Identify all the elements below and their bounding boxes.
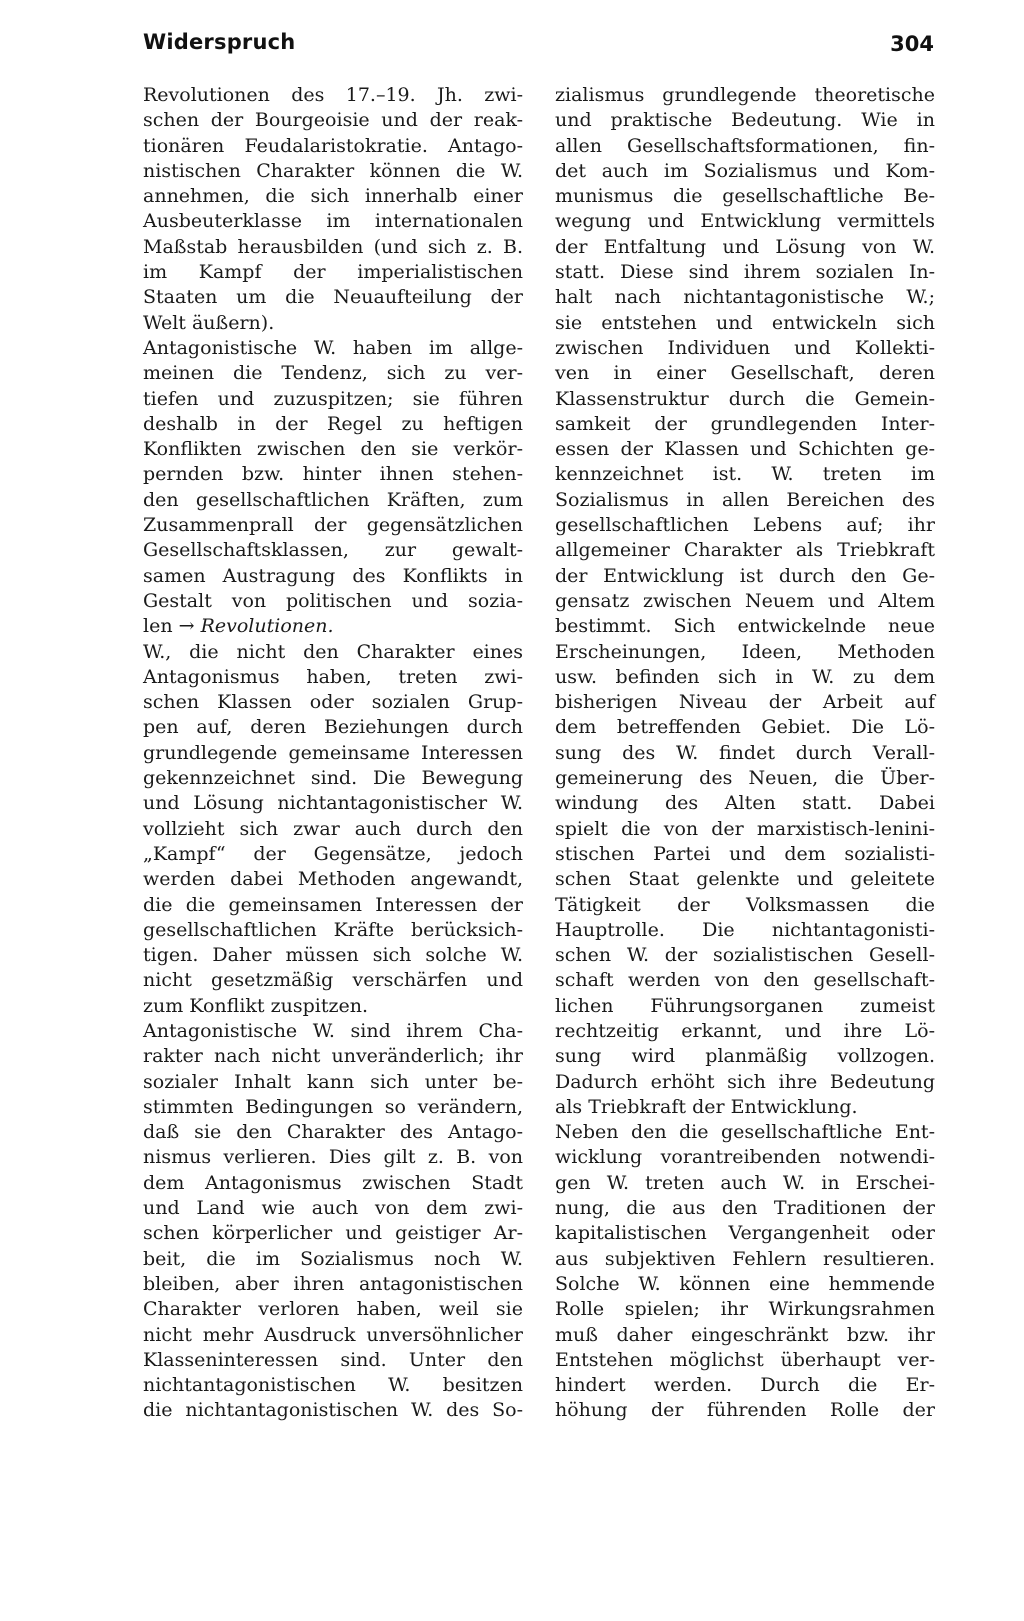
line-text: Rolle spielen; ihr Wirkungsrahmen — [555, 1298, 935, 1321]
text-line — [143, 640, 523, 665]
text-line — [143, 943, 523, 968]
line-text: rechtzeitig erkannt, und ihre Lö- — [555, 1019, 935, 1042]
line-text: und Lösung nichtantagonistischer W. — [143, 792, 523, 815]
line-text: zialismus grundlegende theoretische — [555, 84, 935, 106]
line-text: W., die nicht den Charakter eines — [143, 640, 523, 663]
line-text: gen W. treten auch W. in Erschei- — [555, 1171, 935, 1194]
text-line — [555, 893, 935, 918]
line-text: grundlegende gemeinsame Interessen — [143, 741, 523, 764]
text-line — [555, 1348, 935, 1373]
text-line — [143, 361, 523, 386]
line-text: hindert werden. Durch die Er- — [555, 1374, 935, 1397]
text-line — [143, 741, 523, 766]
line-text: tigen. Daher müssen sich solche W. — [143, 944, 523, 967]
text-line — [143, 1044, 523, 1069]
line-text: Revolutionen des 17.–19. Jh. zwi- — [143, 84, 523, 106]
line-text: kennzeichnet ist. W. treten im — [555, 463, 935, 486]
line-text: daß sie den Charakter des Antago- — [143, 1121, 523, 1144]
line-text: bisherigen Niveau der Arbeit auf — [555, 691, 935, 714]
text-line — [555, 842, 935, 867]
line-text: dem betreffenden Gebiet. Die Lö- — [555, 716, 935, 739]
text-line — [555, 943, 935, 968]
text-line — [143, 1297, 523, 1322]
line-text: wegung und Entwicklung vermittels — [555, 210, 935, 233]
line-text: Konflikten zwischen den sie verkör- — [143, 438, 523, 461]
text-line — [555, 867, 935, 892]
text-line — [555, 488, 935, 513]
line-text: sung wird planmäßig vollzogen. — [555, 1045, 935, 1068]
text-line — [555, 1095, 935, 1120]
line-text: stimmten Bedingungen so verändern, — [143, 1095, 523, 1118]
text-line — [143, 817, 523, 842]
text-line — [555, 1373, 935, 1398]
text-line — [143, 1373, 523, 1398]
text-line — [555, 741, 935, 766]
text-line — [555, 83, 935, 108]
text-line — [555, 1145, 935, 1170]
line-text: nismus verlieren. Dies gilt z. B. von — [143, 1146, 523, 1169]
line-text: Sozialismus in allen Bereichen des — [555, 488, 935, 511]
text-line — [555, 1221, 935, 1246]
line-text: Antagonismus haben, treten zwi- — [143, 665, 523, 688]
text-line — [555, 1044, 935, 1069]
text-line — [555, 690, 935, 715]
line-text: höhung der führenden Rolle der — [555, 1399, 935, 1422]
text-line — [143, 1120, 523, 1145]
text-line — [555, 361, 935, 386]
line-text: beit, die im Sozialismus noch W. — [143, 1247, 523, 1270]
line-text: die nichtantagonistischen W. des So- — [143, 1399, 523, 1422]
line-text: Solche W. können eine hemmende — [555, 1272, 935, 1295]
line-text: windung des Alten statt. Dabei — [555, 792, 935, 815]
text-line — [143, 209, 523, 234]
text-line — [143, 766, 523, 791]
line-text: munismus die gesellschaftliche Be- — [555, 185, 935, 208]
line-text: wicklung vorantreibenden notwendi- — [555, 1146, 935, 1169]
line-text: sozialer Inhalt kann sich unter be- — [143, 1070, 523, 1093]
line-text: Maßstab herausbilden (und sich z. B. — [143, 235, 523, 258]
text-line — [143, 336, 523, 361]
line-text: allen Gesellschaftsformationen, fin- — [555, 134, 935, 157]
text-line — [555, 1398, 935, 1423]
text-line — [143, 1019, 523, 1044]
text-line — [143, 715, 523, 740]
text-line — [143, 1095, 523, 1120]
line-text: gesellschaftlichen Lebens auf; ihr — [555, 514, 935, 537]
line-text: schen Klassen oder sozialen Grup- — [143, 691, 523, 714]
line-text: sie entstehen und entwickeln sich — [555, 311, 935, 334]
line-text: als Triebkraft der Entwicklung. — [555, 1095, 858, 1118]
text-line — [143, 1272, 523, 1297]
line-text: lichen Führungsorganen zumeist — [555, 994, 935, 1017]
line-text: und Land wie auch von dem zwi- — [143, 1197, 523, 1220]
line-text: nicht mehr Ausdruck unversöhnlicher — [143, 1323, 523, 1346]
line-text: deshalb in der Regel zu heftigen — [143, 412, 523, 435]
text-line — [143, 412, 523, 437]
line-text: schen der Bourgeoisie und der reak- — [143, 109, 523, 132]
text-line — [143, 462, 523, 487]
text-line — [555, 1297, 935, 1322]
text-line — [555, 1272, 935, 1297]
text-line — [555, 462, 935, 487]
line-text: Zusammenprall der gegensätzlichen — [143, 514, 523, 537]
text-line — [555, 184, 935, 209]
line-text: werden dabei Methoden angewandt, — [143, 868, 523, 891]
text-line — [555, 817, 935, 842]
line-text: die die gemeinsamen Interessen der — [143, 893, 523, 916]
text-line — [555, 994, 935, 1019]
line-text: Hauptrolle. Die nichtantagonisti- — [555, 918, 935, 941]
line-text: und praktische Bedeutung. Wie in — [555, 109, 935, 132]
text-line — [555, 1019, 935, 1044]
line-text: statt. Diese sind ihrem sozialen In- — [555, 261, 935, 284]
text-line — [143, 437, 523, 462]
line-text: aus subjektiven Fehlern resultieren. — [555, 1247, 935, 1270]
line-text: Klassenstruktur durch die Gemein- — [555, 387, 935, 410]
text-line — [143, 488, 523, 513]
text-line — [143, 387, 523, 412]
running-head: Widerspruch — [143, 30, 296, 54]
text-line — [143, 690, 523, 715]
line-text: zum Konflikt zuspitzen. — [143, 994, 369, 1017]
text-line — [143, 1348, 523, 1373]
cross-reference-arrow-icon: → — [178, 615, 195, 638]
text-line — [555, 311, 935, 336]
page-number: 304 — [890, 32, 934, 56]
line-text: Entstehen möglichst überhaupt ver- — [555, 1348, 935, 1371]
text-line — [555, 235, 935, 260]
line-text: sung des W. findet durch Verall- — [555, 741, 935, 764]
text-line — [143, 285, 523, 310]
line-text: gensatz zwischen Neuem und Altem — [555, 589, 935, 612]
line-text: Ausbeuterklasse im internationalen — [143, 210, 523, 233]
text-line — [555, 1120, 935, 1145]
line-text: bleiben, aber ihren antagonistischen — [143, 1272, 523, 1295]
text-line — [143, 1323, 523, 1348]
text-line — [555, 715, 935, 740]
text-line — [143, 159, 523, 184]
line-text: nicht gesetzmäßig verschärfen und — [143, 969, 523, 992]
line-text: schaft werden von den gesellschaft- — [555, 969, 935, 992]
text-line — [143, 564, 523, 589]
line-text: muß daher eingeschränkt bzw. ihr — [555, 1323, 935, 1346]
text-line — [555, 1323, 935, 1348]
left-column — [143, 83, 523, 1424]
line-text: Tätigkeit der Volksmassen die — [555, 893, 935, 916]
cross-reference-link[interactable]: Revolutionen. — [200, 615, 334, 638]
line-text: gemeinerung des Neuen, die Über- — [555, 767, 935, 790]
text-line — [143, 108, 523, 133]
line-text: stischen Partei und dem sozialisti- — [555, 842, 935, 865]
text-line — [555, 437, 935, 462]
line-text: „Kampf“ der Gegensätze, jedoch — [143, 842, 523, 865]
text-line — [555, 412, 935, 437]
text-line — [555, 134, 935, 159]
line-text: nichtantagonistischen W. besitzen — [143, 1374, 523, 1397]
line-text: samkeit der grundlegenden Inter- — [555, 412, 935, 435]
text-line — [143, 614, 523, 639]
text-line — [555, 791, 935, 816]
line-text: vollzieht sich zwar auch durch den — [143, 817, 523, 840]
text-line — [555, 766, 935, 791]
line-text: ven in einer Gesellschaft, deren — [555, 362, 935, 385]
text-line — [555, 513, 935, 538]
line-text: allgemeiner Charakter als Triebkraft — [555, 539, 935, 562]
text-line — [143, 1145, 523, 1170]
text-line — [143, 842, 523, 867]
text-line — [143, 538, 523, 563]
line-text: dem Antagonismus zwischen Stadt — [143, 1171, 523, 1194]
text-line — [555, 285, 935, 310]
line-text: zwischen Individuen und Kollekti- — [555, 336, 935, 359]
line-text: Antagonistische W. haben im allge- — [143, 336, 523, 359]
line-text: nistischen Charakter können die W. — [143, 159, 523, 182]
text-line — [143, 968, 523, 993]
line-text: Charakter verloren haben, weil sie — [143, 1298, 523, 1321]
line-text: gekennzeichnet sind. Die Bewegung — [143, 767, 523, 790]
line-text: schen W. der sozialistischen Gesell- — [555, 944, 935, 967]
text-line — [143, 918, 523, 943]
line-text: gesellschaftlichen Kräfte berücksich- — [143, 918, 523, 941]
text-line — [143, 1398, 523, 1423]
text-line — [555, 260, 935, 285]
text-line — [143, 134, 523, 159]
line-text: Staaten um die Neuaufteilung der — [143, 286, 523, 309]
text-line — [555, 589, 935, 614]
text-line — [143, 1221, 523, 1246]
text-line — [143, 665, 523, 690]
line-text: Gesellschaftsklassen, zur gewalt- — [143, 539, 523, 562]
line-text: der Entfaltung und Lösung von W. — [555, 235, 935, 258]
text-line — [555, 108, 935, 133]
line-text: len — [143, 615, 173, 638]
text-line — [555, 640, 935, 665]
line-text: halt nach nichtantagonistische W.; — [555, 286, 935, 309]
line-text: usw. befinden sich in W. zu dem — [555, 665, 935, 688]
line-text: den gesellschaftlichen Kräften, zum — [143, 488, 523, 511]
text-line — [555, 614, 935, 639]
line-text: Dadurch erhöht sich ihre Bedeutung — [555, 1070, 935, 1093]
line-text: det auch im Sozialismus und Kom- — [555, 159, 935, 182]
text-line — [143, 83, 523, 108]
line-text: pen auf, deren Beziehungen durch — [143, 716, 523, 739]
line-text: Gestalt von politischen und sozia- — [143, 589, 523, 612]
text-line — [555, 336, 935, 361]
line-text: pernden bzw. hinter ihnen stehen- — [143, 463, 523, 486]
line-text: nung, die aus den Traditionen der — [555, 1197, 935, 1220]
line-text: spielt die von der marxistisch-lenini- — [555, 817, 935, 840]
line-text: annehmen, die sich innerhalb einer — [143, 185, 523, 208]
line-text: Erscheinungen, Ideen, Methoden — [555, 640, 935, 663]
text-line — [143, 260, 523, 285]
line-text: Welt äußern). — [143, 311, 275, 334]
text-line — [555, 1247, 935, 1272]
line-text: rakter nach nicht unveränderlich; ihr — [143, 1045, 523, 1068]
text-line — [143, 893, 523, 918]
text-line — [143, 1070, 523, 1095]
text-line — [143, 589, 523, 614]
text-line — [143, 184, 523, 209]
line-text: tionären Feudalaristokratie. Antago- — [143, 134, 523, 157]
text-line — [555, 564, 935, 589]
text-line — [143, 1196, 523, 1221]
text-line — [143, 235, 523, 260]
text-line — [555, 538, 935, 563]
text-line — [555, 159, 935, 184]
line-text: der Entwicklung ist durch den Ge- — [555, 564, 935, 587]
line-text: essen der Klassen und Schichten ge- — [555, 438, 935, 461]
text-line — [143, 994, 523, 1019]
text-line — [143, 791, 523, 816]
text-line — [555, 387, 935, 412]
text-line — [143, 311, 523, 336]
text-line — [143, 867, 523, 892]
line-text: tiefen und zuzuspitzen; sie führen — [143, 387, 523, 410]
text-line — [143, 513, 523, 538]
line-text: Klasseninteressen sind. Unter den — [143, 1348, 523, 1371]
line-text: im Kampf der imperialistischen — [143, 261, 523, 284]
text-line — [555, 918, 935, 943]
text-line — [143, 1247, 523, 1272]
line-text: samen Austragung des Konflikts in — [143, 564, 523, 587]
right-column — [555, 83, 935, 1424]
text-line — [555, 209, 935, 234]
line-text: meinen die Tendenz, sich zu ver- — [143, 362, 523, 385]
line-text: schen körperlicher und geistiger Ar- — [143, 1222, 523, 1245]
text-line — [555, 1196, 935, 1221]
text-line — [555, 968, 935, 993]
text-line — [143, 1171, 523, 1196]
line-text: Antagonistische W. sind ihrem Cha- — [143, 1019, 523, 1042]
text-line — [555, 1070, 935, 1095]
text-line — [555, 1171, 935, 1196]
text-line — [555, 665, 935, 690]
line-text: schen Staat gelenkte und geleitete — [555, 868, 935, 891]
line-text: kapitalistischen Vergangenheit oder — [555, 1222, 935, 1245]
line-text: Neben den die gesellschaftliche Ent- — [555, 1121, 935, 1144]
line-text: bestimmt. Sich entwickelnde neue — [555, 615, 935, 638]
